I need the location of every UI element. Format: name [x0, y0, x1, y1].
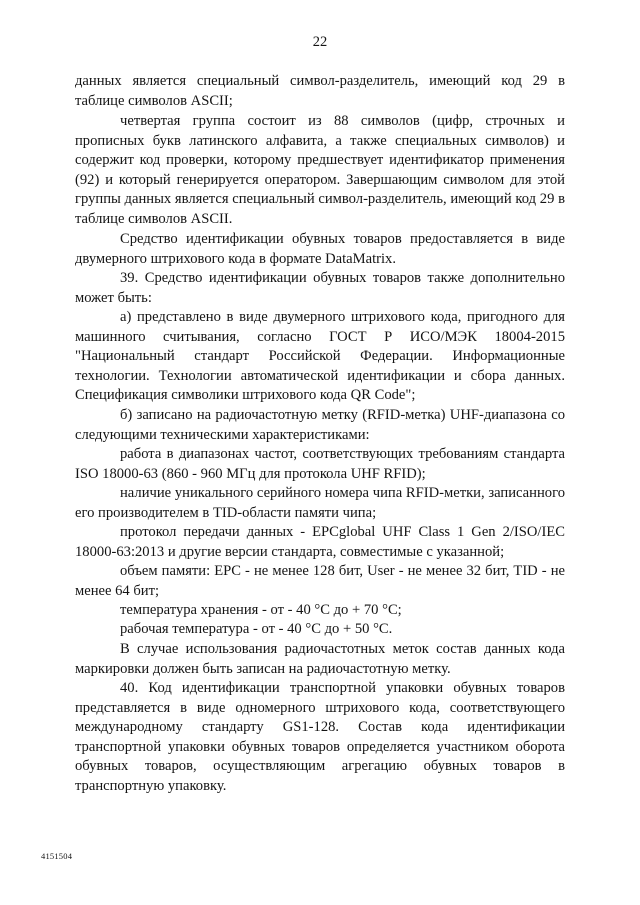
paragraph-ascii-separator-continuation: данных является специальный символ-разделитель, имеющий код 29 в таблице символов ASCII; — [75, 73, 565, 109]
paragraph-item-b-rfid: б) записано на радиочастотную метку (RFID-метка) UHF-диапазона со следующими техническими характеристиками: — [75, 407, 565, 443]
document-footer-code: 4151504 — [41, 851, 73, 861]
paragraph-frequency-ranges: работа в диапазонах частот, соответствующих требованиям стандарта ISO 18000-63 (860 - 960 МГц для протокола UHF RFID); — [75, 446, 565, 482]
paragraph-item-39: 39. Средство идентификации обувных товаров также дополнительно может быть: — [75, 270, 565, 306]
paragraph-transfer-protocol: протокол передачи данных - EPCglobal UHF Class 1 Gen 2/ISO/IEC 18000-63:2013 и другие версии стандарта, совместимые с указанной; — [75, 524, 565, 560]
page-number: 22 — [312, 34, 328, 50]
paragraph-item-40: 40. Код идентификации транспортной упаковки обувных товаров представляется в виде одномерного штрихового кода, соответствующего международному стандарту GS1-128. Состав кода идентификации транспортной упаковки обувных товаров определяется участником оборота обувных товаров, осуществляющим агрегацию обувных товаров в транспортную упаковку. — [75, 680, 565, 794]
paragraph-serial-number: наличие уникального серийного номера чипа RFID-метки, записанного его производителем в TID-области памяти чипа; — [75, 485, 565, 521]
paragraph-rfid-usage: В случае использования радиочастотных меток состав данных кода маркировки должен быть записан на радиочастотную метку. — [75, 641, 565, 677]
paragraph-datamatrix: Средство идентификации обувных товаров предоставляется в виде двумерного штрихового кода в формате DataMatrix. — [75, 231, 565, 267]
paragraph-item-a-qr-code: а) представлено в виде двумерного штрихового кода, пригодного для машинного считывания, согласно ГОСТ Р ИСО/МЭК 18004-2015 "Национальный стандарт Российской Федерации. Информационные технологии. Технологии автоматической идентификации и сбора данных. Спецификация символики штрихового кода QR Code"; — [75, 309, 565, 404]
paragraph-memory-size: объем памяти: EPC - не менее 128 бит, User - не менее 32 бит, TID - не менее 64 бит; — [75, 563, 565, 599]
paragraph-fourth-group: четвертая группа состоит из 88 символов (цифр, строчных и прописных букв латинского алфавита, а также специальных символов) и содержит код проверки, которому предшествует идентификатор применения (92) и который генерируется оператором. Завершающим символом для этой группы данных является специальный символ-разделитель, имеющий код 29 в таблице символов ASCII. — [75, 113, 565, 227]
paragraph-operating-temperature: рабочая температура - от - 40 °С до + 50 °С. — [120, 621, 393, 637]
paragraph-storage-temperature: температура хранения - от - 40 °С до + 70 °С; — [120, 602, 402, 618]
